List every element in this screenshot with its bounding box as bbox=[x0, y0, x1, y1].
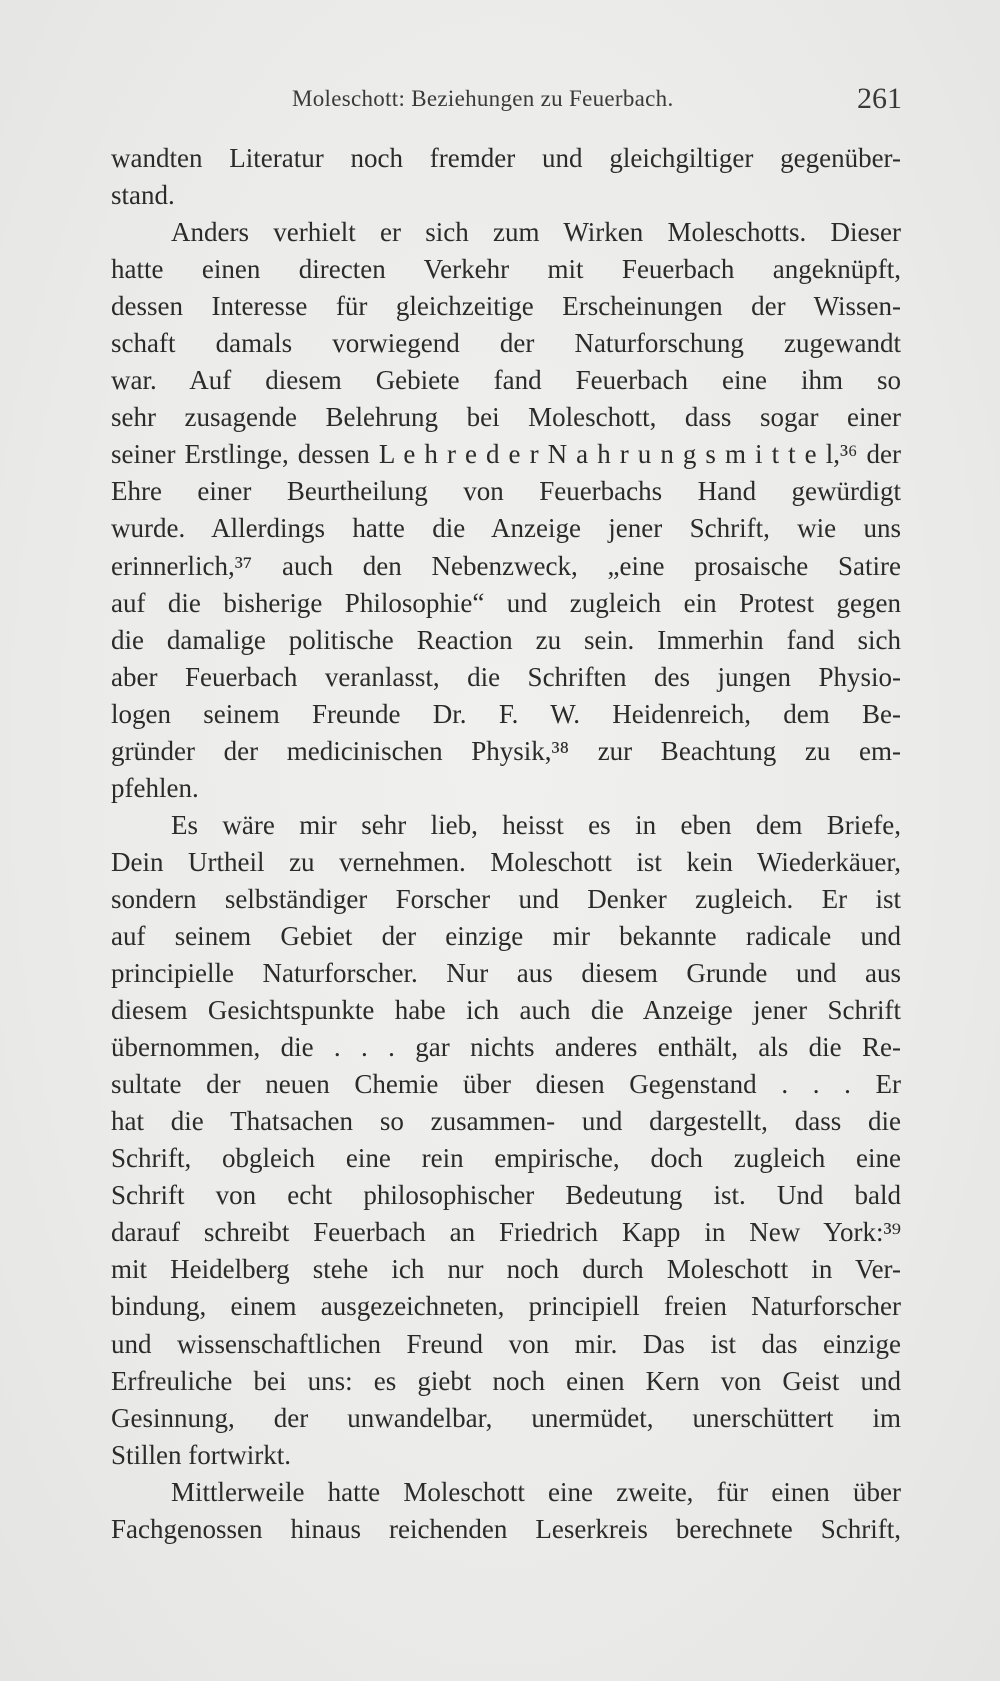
text-line: Es wäre mir sehr lieb, heisst es in eben dem Briefe, bbox=[171, 809, 901, 840]
page-number: 261 bbox=[857, 82, 902, 115]
text-line: auf die bisherige Philosophie“ und zugleich ein Protest gegen bbox=[111, 587, 901, 618]
text-line: Mittlerweile hatte Moleschott eine zweite, für einen über bbox=[171, 1476, 901, 1507]
text-line: übernommen, die . . . gar nichts anderes enthält, als die Re- bbox=[111, 1032, 901, 1063]
text-line: auf seinem Gebiet der einzige mir bekannte radicale und bbox=[111, 920, 901, 951]
text-line: sehr zusagende Belehrung bei Moleschott, dass sogar einer bbox=[111, 402, 901, 433]
running-head bbox=[112, 82, 902, 122]
text-line: Gesinnung, der unwandelbar, unermüdet, unerschüttert im bbox=[111, 1402, 901, 1433]
running-title: Moleschott: Beziehungen zu Feuerbach. bbox=[292, 86, 674, 111]
text-line: bindung, einem ausgezeichneten, principiell freien Naturforscher bbox=[111, 1291, 901, 1322]
text-line: principielle Naturforscher. Nur aus diesem Grunde und aus bbox=[111, 958, 901, 989]
text-line: und wissenschaftlichen Freund von mir. Das ist das einzige bbox=[111, 1328, 901, 1359]
text-line: die damalige politische Reaction zu sein. Immerhin fand sich bbox=[111, 624, 901, 655]
text-line: logen seinem Freunde Dr. F. W. Heidenreich, dem Be- bbox=[111, 698, 901, 729]
text-line: erinnerlich,³⁷ auch den Nebenzweck, „eine prosaische Satire bbox=[111, 550, 901, 581]
text-line: wandten Literatur noch fremder und gleichgiltiger gegenüber- bbox=[111, 143, 901, 173]
text-line: aber Feuerbach veranlasst, die Schriften des jungen Physio- bbox=[111, 661, 901, 692]
text-line: Schrift von echt philosophischer Bedeutung ist. Und bald bbox=[111, 1180, 901, 1211]
text-line: Stillen fortwirkt. bbox=[111, 1439, 291, 1470]
text-line: Dein Urtheil zu vernehmen. Moleschott ist kein Wiederkäuer, bbox=[111, 846, 901, 877]
text-line: sondern selbständiger Forscher und Denker zugleich. Er ist bbox=[111, 883, 901, 914]
text-line: war. Auf diesem Gebiete fand Feuerbach eine ihm so bbox=[111, 365, 901, 396]
text-line: hatte einen directen Verkehr mit Feuerbach angeknüpft, bbox=[111, 254, 901, 285]
text-line: pfehlen. bbox=[111, 772, 199, 803]
text-line: darauf schreibt Feuerbach an Friedrich Kapp in New York:³⁹ bbox=[111, 1217, 901, 1248]
body-text bbox=[111, 140, 901, 1548]
text-line: Anders verhielt er sich zum Wirken Moleschotts. Dieser bbox=[171, 217, 901, 248]
text-line: gründer der medicinischen Physik,³⁸ zur Beachtung zu em- bbox=[111, 735, 901, 766]
text-line: dessen Interesse für gleichzeitige Erscheinungen der Wissen- bbox=[111, 291, 901, 322]
text-line: hat die Thatsachen so zusammen- und dargestellt, dass die bbox=[111, 1106, 901, 1137]
text-line: Erfreuliche bei uns: es giebt noch einen Kern von Geist und bbox=[111, 1365, 901, 1396]
text-line: schaft damals vorwiegend der Naturforschung zugewandt bbox=[111, 328, 901, 359]
text-line: Ehre einer Beurtheilung von Feuerbachs Hand gewürdigt bbox=[111, 476, 901, 507]
text-line: sultate der neuen Chemie über diesen Gegenstand . . . Er bbox=[111, 1069, 901, 1100]
text-line: stand. bbox=[111, 180, 175, 211]
text-line: diesem Gesichtspunkte habe ich auch die Anzeige jener Schrift bbox=[111, 995, 901, 1026]
text-line: seiner Erstlinge, dessen L e h r e d e r N a h r u n g s m i t t e l,³⁶ der bbox=[111, 439, 901, 470]
text-line: Fachgenossen hinaus reichenden Leserkreis berechnete Schrift, bbox=[111, 1513, 901, 1544]
text-line: mit Heidelberg stehe ich nur noch durch Moleschott in Ver- bbox=[111, 1254, 901, 1285]
text-line: wurde. Allerdings hatte die Anzeige jener Schrift, wie uns bbox=[111, 513, 901, 544]
text-line: Schrift, obgleich eine rein empirische, doch zugleich eine bbox=[111, 1143, 901, 1174]
